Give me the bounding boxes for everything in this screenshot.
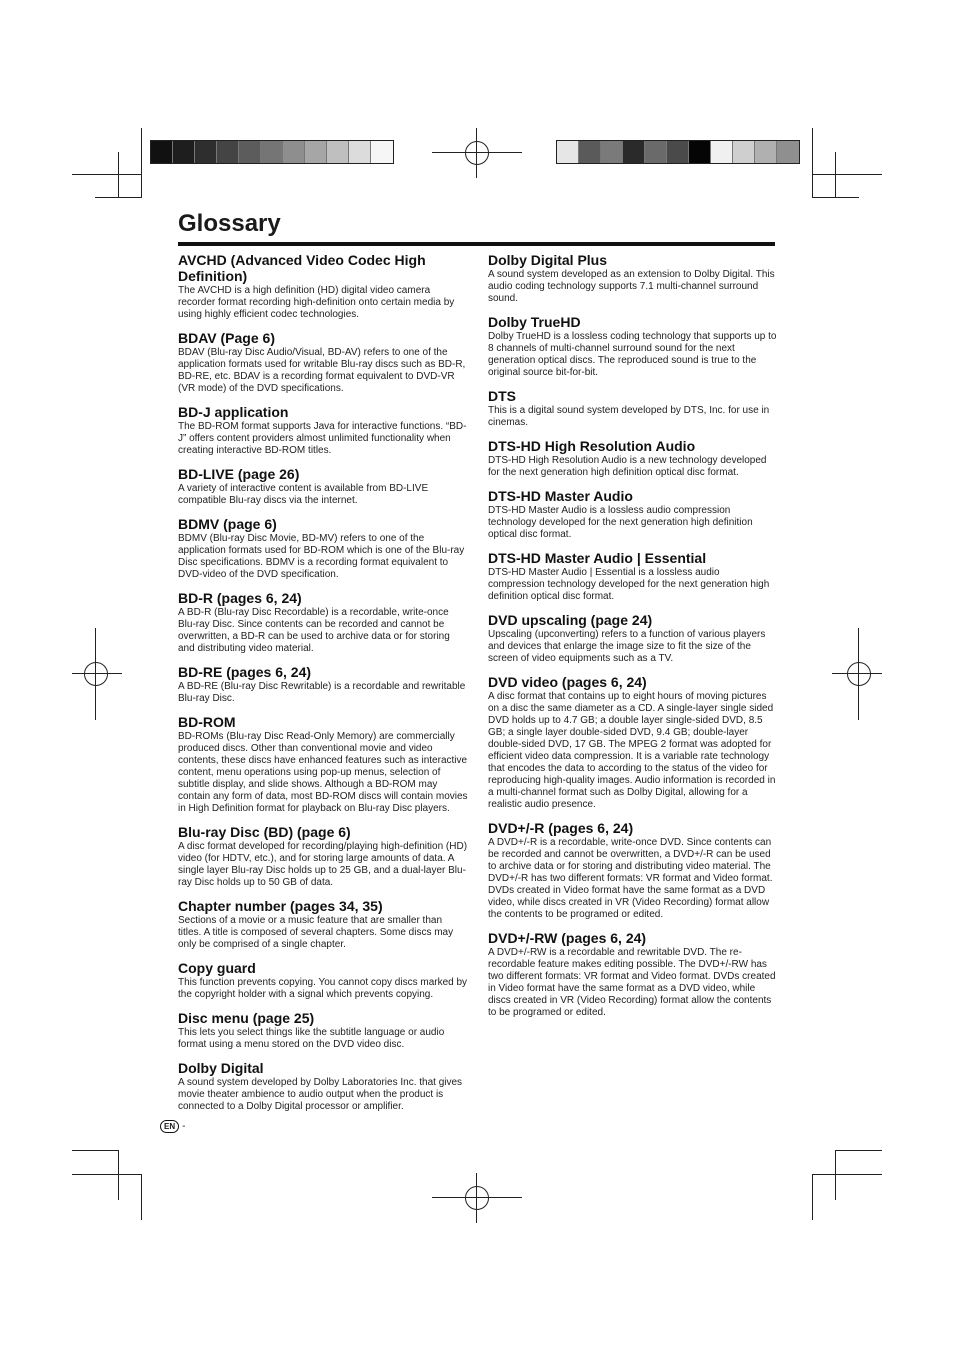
color-swatch [305, 141, 327, 163]
color-swatch [151, 141, 173, 163]
glossary-term: Dolby TrueHD [488, 314, 581, 330]
glossary-definition: Sections of a movie or a music feature that are smaller than titles. A title is composed of several chapters. Some discs may only be comprised of a single chapter. [178, 915, 454, 950]
page-title: Glossary [178, 210, 281, 237]
glossary-entry [178, 1060, 468, 1113]
crop-mark-top-left-h2 [95, 197, 142, 198]
glossary-entry [488, 820, 778, 921]
glossary-term: BD-R (pages 6, 24) [178, 590, 302, 606]
glossary-entry [488, 388, 778, 429]
glossary-entry [178, 404, 468, 457]
glossary-entry [488, 252, 778, 305]
glossary-term: BD-LIVE (page 26) [178, 466, 300, 482]
glossary-entry [488, 488, 778, 541]
glossary-definition: A BD-RE (Blu-ray Disc Rewritable) is a recordable and rewritable Blu-ray Disc. [178, 681, 466, 704]
color-calibration-bar-right [556, 140, 800, 164]
glossary-term: BDMV (page 6) [178, 516, 277, 532]
color-swatch [217, 141, 239, 163]
color-swatch [195, 141, 217, 163]
glossary-term: Chapter number (pages 34, 35) [178, 898, 383, 914]
color-swatch [645, 141, 667, 163]
crop-mark-bottom-left-h [72, 1174, 142, 1175]
glossary-term: Disc menu (page 25) [178, 1010, 315, 1026]
glossary-term: Copy guard [178, 960, 256, 976]
glossary-entry [178, 590, 468, 655]
registration-mark-right [832, 628, 882, 720]
glossary-term: DVD upscaling (page 24) [488, 612, 653, 628]
glossary-term: DVD+/-R (pages 6, 24) [488, 820, 634, 836]
glossary-definition: A DVD+/-R is a recordable, write-once DVD. Since contents can be recorded and cannot be overwritten, a DVD+/-R can be used to archive data or for storing and distributing video material. The DVD+/-R has two different formats: VR format and Video format. DVDs created in Video format have the same format as a DVD video, while discs created in VR (Video Recording) format allow the contents to be programed or edited. [488, 837, 773, 920]
glossary-definition: This is a digital sound system developed by DTS, Inc. for use in cinemas. [488, 405, 770, 428]
crop-mark-top-left-v2 [118, 152, 119, 198]
glossary-term: BDAV (Page 6) [178, 330, 275, 346]
crop-mark-top-right-v2 [835, 152, 836, 198]
color-swatch [239, 141, 261, 163]
glossary-entry [178, 714, 468, 815]
crop-mark-bottom-right-v [812, 1174, 813, 1220]
glossary-entry [488, 930, 778, 1019]
glossary-entry [178, 252, 468, 321]
color-swatch [327, 141, 349, 163]
glossary-definition: The BD-ROM format supports Java for interactive functions. “BD-J” offers content providers almost unlimited functionality when creating interactive BD-ROM titles. [178, 421, 467, 456]
glossary-entry [178, 664, 468, 705]
title-rule [178, 242, 775, 246]
page-number-suffix: - [182, 1121, 186, 1132]
glossary-term: Blu-ray Disc (BD) (page 6) [178, 824, 351, 840]
crop-mark-bottom-left-h2 [72, 1150, 119, 1151]
color-swatch [557, 141, 579, 163]
registration-mark-bottom [432, 1173, 522, 1223]
color-swatch [173, 141, 195, 163]
glossary-term: DVD+/-RW (pages 6, 24) [488, 930, 647, 946]
page-footer [160, 1120, 185, 1133]
color-swatch [733, 141, 755, 163]
glossary-entry [178, 898, 468, 951]
glossary-definition: A sound system developed as an extension to Dolby Digital. This audio coding technology supports 7.1 multi-channel surround sound. [488, 269, 775, 304]
glossary-entry [488, 314, 778, 379]
glossary-term: Dolby Digital [178, 1060, 264, 1076]
crop-mark-bottom-right-h2 [835, 1150, 882, 1151]
glossary-definition: A disc format developed for recording/playing high-definition (HD) video (for HDTV, etc.), and for storing large amounts of data. A single layer Blu-ray Disc holds up to 25 GB, and a dual-layer Blu-ray Disc holds up to 50 GB of data. [178, 841, 468, 888]
glossary-definition: Dolby TrueHD is a lossless coding technology that supports up to 8 channels of multi-channel surround sound for the next generation optical discs. The reproduced sound is true to the original source bit-for-bit. [488, 331, 777, 378]
crop-mark-bottom-left-v2 [118, 1150, 119, 1200]
color-swatch [777, 141, 799, 163]
registration-mark-left [72, 628, 122, 720]
glossary-entry [178, 824, 468, 889]
glossary-term: BD-J application [178, 404, 289, 420]
glossary-definition: A variety of interactive content is available from BD-LIVE compatible Blu-ray discs via the internet. [178, 483, 429, 506]
glossary-entry [178, 330, 468, 395]
glossary-definition: DTS-HD Master Audio | Essential is a lossless audio compression technology developed for the next generation high definition optical disc format. [488, 567, 770, 602]
glossary-term: DTS-HD Master Audio [488, 488, 633, 504]
crop-mark-top-right-v [812, 128, 813, 198]
color-swatch [283, 141, 305, 163]
color-swatch [689, 141, 711, 163]
registration-mark-top [432, 128, 522, 178]
glossary-entry [488, 438, 778, 479]
color-calibration-bar-left [150, 140, 394, 164]
glossary-definition: A disc format that contains up to eight hours of moving pictures on a disc the same diameter as a CD. A single-layer single sided DVD holds up to 4.7 GB; a double layer single-sided DVD, 8.5 GB; a single layer double-sided DVD, 9.4 GB; double-layer double-sided DVD, 17 GB. The MPEG 2 format was adopted for efficient video data compression. It is a variable rate technology that encodes the data to according to the status of the video for reproducing high-quality images. Audio information is recorded in a multi-channel format such as Dolby Digital, allowing for a realistic audio presence. [488, 691, 776, 810]
glossary-entry [488, 550, 778, 603]
glossary-entry [488, 674, 778, 811]
glossary-term: DTS-HD Master Audio | Essential [488, 550, 707, 566]
glossary-term: DTS [488, 388, 516, 404]
glossary-entry [488, 612, 778, 665]
crop-mark-top-right-h2 [812, 197, 859, 198]
glossary-definition: DTS-HD Master Audio is a lossless audio compression technology developed for the next generation high definition optical disc format. [488, 505, 753, 540]
glossary-definition: The AVCHD is a high definition (HD) digital video camera recorder format recording high-definition onto certain media by using highly efficient codec technologies. [178, 285, 455, 320]
glossary-definition: A BD-R (Blu-ray Disc Recordable) is a recordable, write-once Blu-ray Disc. Since contents can be recorded and cannot be overwritten, a BD-R can be used to archive data or for storing and distributing video material. [178, 607, 450, 654]
glossary-definition: DTS-HD High Resolution Audio is a new technology developed for the next generation high definition optical disc format. [488, 455, 767, 478]
crop-mark-top-left-v [141, 128, 142, 198]
glossary-entry [178, 466, 468, 507]
glossary-term: DTS-HD High Resolution Audio [488, 438, 696, 454]
crop-mark-top-right-h [812, 174, 882, 175]
glossary-term: BD-RE (pages 6, 24) [178, 664, 312, 680]
glossary-term: Dolby Digital Plus [488, 252, 608, 268]
color-swatch [371, 141, 393, 163]
crop-mark-bottom-right-h [812, 1174, 882, 1175]
color-swatch [579, 141, 601, 163]
glossary-definition: BD-ROMs (Blu-ray Disc Read-Only Memory) are commercially produced discs. Other than conventional movie and video contents, these discs have enhanced features such as interactive content, menu operations using pop-up menus, selection of subtitle display, and slide shows. Although a BD-ROM may contain any form of data, most BD-ROM discs will contain movies in High Definition format for playback on Blu-ray Disc players. [178, 731, 468, 814]
glossary-term: AVCHD (Advanced Video Codec High Definition) [178, 252, 426, 284]
glossary-entry [178, 1010, 468, 1051]
glossary-definition: BDMV (Blu-ray Disc Movie, BD-MV) refers to one of the application formats used for BD-ROM which is one of the Blu-ray Disc specifications. BDMV is a recording format equivalent to DVD-video of the DVD specification. [178, 533, 465, 580]
color-swatch [261, 141, 283, 163]
color-swatch [623, 141, 645, 163]
glossary-term: DVD video (pages 6, 24) [488, 674, 647, 690]
color-swatch [601, 141, 623, 163]
crop-mark-bottom-right-v2 [835, 1150, 836, 1200]
crop-mark-top-left-h [72, 174, 142, 175]
glossary-term: BD-ROM [178, 714, 236, 730]
glossary-definition: This function prevents copying. You cannot copy discs marked by the copyright holder with a signal which prevents copying. [178, 977, 468, 1000]
color-swatch [711, 141, 733, 163]
color-swatch [667, 141, 689, 163]
glossary-entry [178, 516, 468, 581]
language-badge: EN [160, 1120, 179, 1133]
color-swatch [755, 141, 777, 163]
glossary-definition: Upscaling (upconverting) refers to a function of various players and devices that enlarge the image size to fit the size of the screen of video equipments such as a TV. [488, 629, 766, 664]
glossary-definition: This lets you select things like the subtitle language or audio format using a menu stored on the DVD video disc. [178, 1027, 445, 1050]
glossary-definition: A sound system developed by Dolby Laboratories Inc. that gives movie theater ambience to audio output when the product is connected to a Dolby Digital processor or amplifier. [178, 1077, 463, 1112]
color-swatch [349, 141, 371, 163]
glossary-column-left [178, 252, 468, 1122]
crop-mark-bottom-left-v [141, 1174, 142, 1220]
glossary-definition: BDAV (Blu-ray Disc Audio/Visual, BD-AV) refers to one of the application formats used for writable Blu-ray discs such as BD-R, BD-RE, etc. BDAV is a recording format equivalent to DVD-VR (VR mode) of the DVD specifications. [178, 347, 466, 394]
glossary-definition: A DVD+/-RW is a recordable and rewritable DVD. The re-recordable feature makes editing possible. The DVD+/-RW has two different formats: VR format and Video format. DVDs created in Video format have the same format as a DVD video, while discs created in VR (Video Recording) format allow the contents to be programed or edited. [488, 947, 776, 1018]
glossary-entry [178, 960, 468, 1001]
glossary-column-right [488, 252, 778, 1028]
